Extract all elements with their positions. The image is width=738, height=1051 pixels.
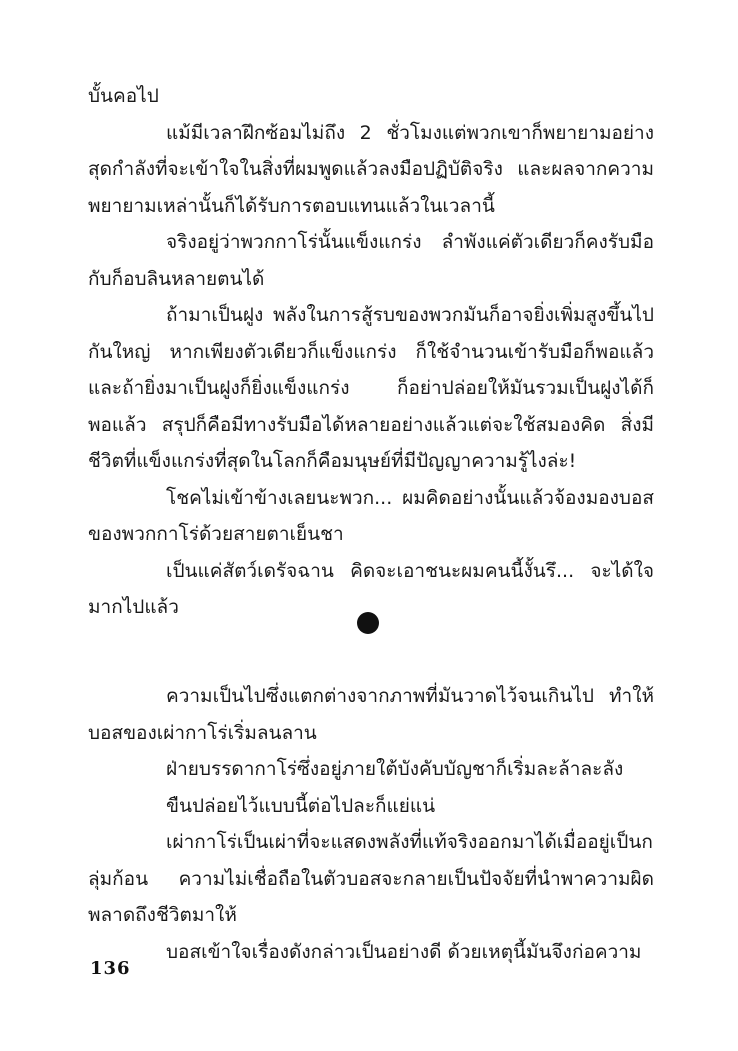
paragraph: โชคไม่เข้าข้างเลยนะพวก... ผมคิดอย่างนั้นแล้วจ้องมองบอสของพวกกาโร่ด้วยสายตาเย็นชา bbox=[88, 486, 654, 545]
paragraph: ถ้ามาเป็นฝูง พลังในการสู้รบของพวกมันก็อาจยิ่งเพิ่มสูงขึ้นไปกันใหญ่ หากเพียงตัวเดียวก็แข็งแกร่ง ก็ใช้จำนวนเข้ารับมือก็พอแล้ว และถ้ายิ่งมาเป็นฝูงก็ยิ่งแข็งแกร่ง ก็อย่าปล่อยให้มันรวมเป็นฝูงได้ก็พอแล้ว สรุปก็คือมีทางรับมือได้หลายอย่างแล้วแต่จะใช้สมองคิด สิ่งมีชีวิตที่แข็งแกร่งที่สุดในโลกก็คือมนุษย์ที่มีปัญญาความรู้ไงล่ะ! bbox=[88, 304, 654, 472]
paragraph: ความเป็นไปซึ่งแตกต่างจากภาพที่มันวาดไว้จนเกินไป ทำให้บอสของเผ่ากาโร่เริ่มลนลาน bbox=[88, 685, 654, 744]
paragraph: จริงอยู่ว่าพวกกาโร่นั้นแข็งแกร่ง ลำพังแค่ตัวเดียวก็คงรับมือกับก็อบลินหลายตนได้ bbox=[88, 231, 654, 290]
paragraph: แม้มีเวลาฝึกซ้อมไม่ถึง 2 ชั่วโมงแต่พวกเขาก็พยายามอย่างสุดกำลังที่จะเข้าใจในสิ่งที่ผมพูดแล้วลงมือปฏิบัติจริง และผลจากความพยายามเหล่านั้นก็ได้รับการตอบแทนแล้วในเวลานี้ bbox=[88, 121, 654, 217]
scene-break-bullet-icon bbox=[357, 612, 379, 634]
text-section-one bbox=[88, 78, 654, 626]
paragraph: บอสเข้าใจเรื่องดังกล่าวเป็นอย่างดี ด้วยเหตุนี้มันจึงก่อความ bbox=[166, 940, 642, 963]
paragraph: เผ่ากาโร่เป็นเผ่าที่จะแสดงพลังที่แท้จริงออกมาได้เมื่ออยู่เป็นกลุ่มก้อน ความไม่เชื่อถือในตัวบอสจะกลายเป็นปัจจัยที่นำพาความผิดพลาดถึงชีวิตมาให้ bbox=[88, 831, 654, 926]
paragraph: ขืนปล่อยไว้แบบนี้ต่อไปละก็แย่แน่ bbox=[166, 794, 436, 817]
page-number: 136 bbox=[90, 958, 131, 979]
text-section-two bbox=[88, 678, 654, 970]
paragraph: บั้นคอไป bbox=[88, 85, 159, 107]
paragraph: ฝ่ายบรรดากาโร่ซึ่งอยู่ภายใต้บังคับบัญชาก็เริ่มละล้าละลัง bbox=[166, 758, 624, 780]
paragraph: เป็นแค่สัตว์เดรัจฉาน คิดจะเอาชนะผมคนนี้งั้นรึ... จะได้ใจมากไปแล้ว bbox=[88, 559, 654, 618]
